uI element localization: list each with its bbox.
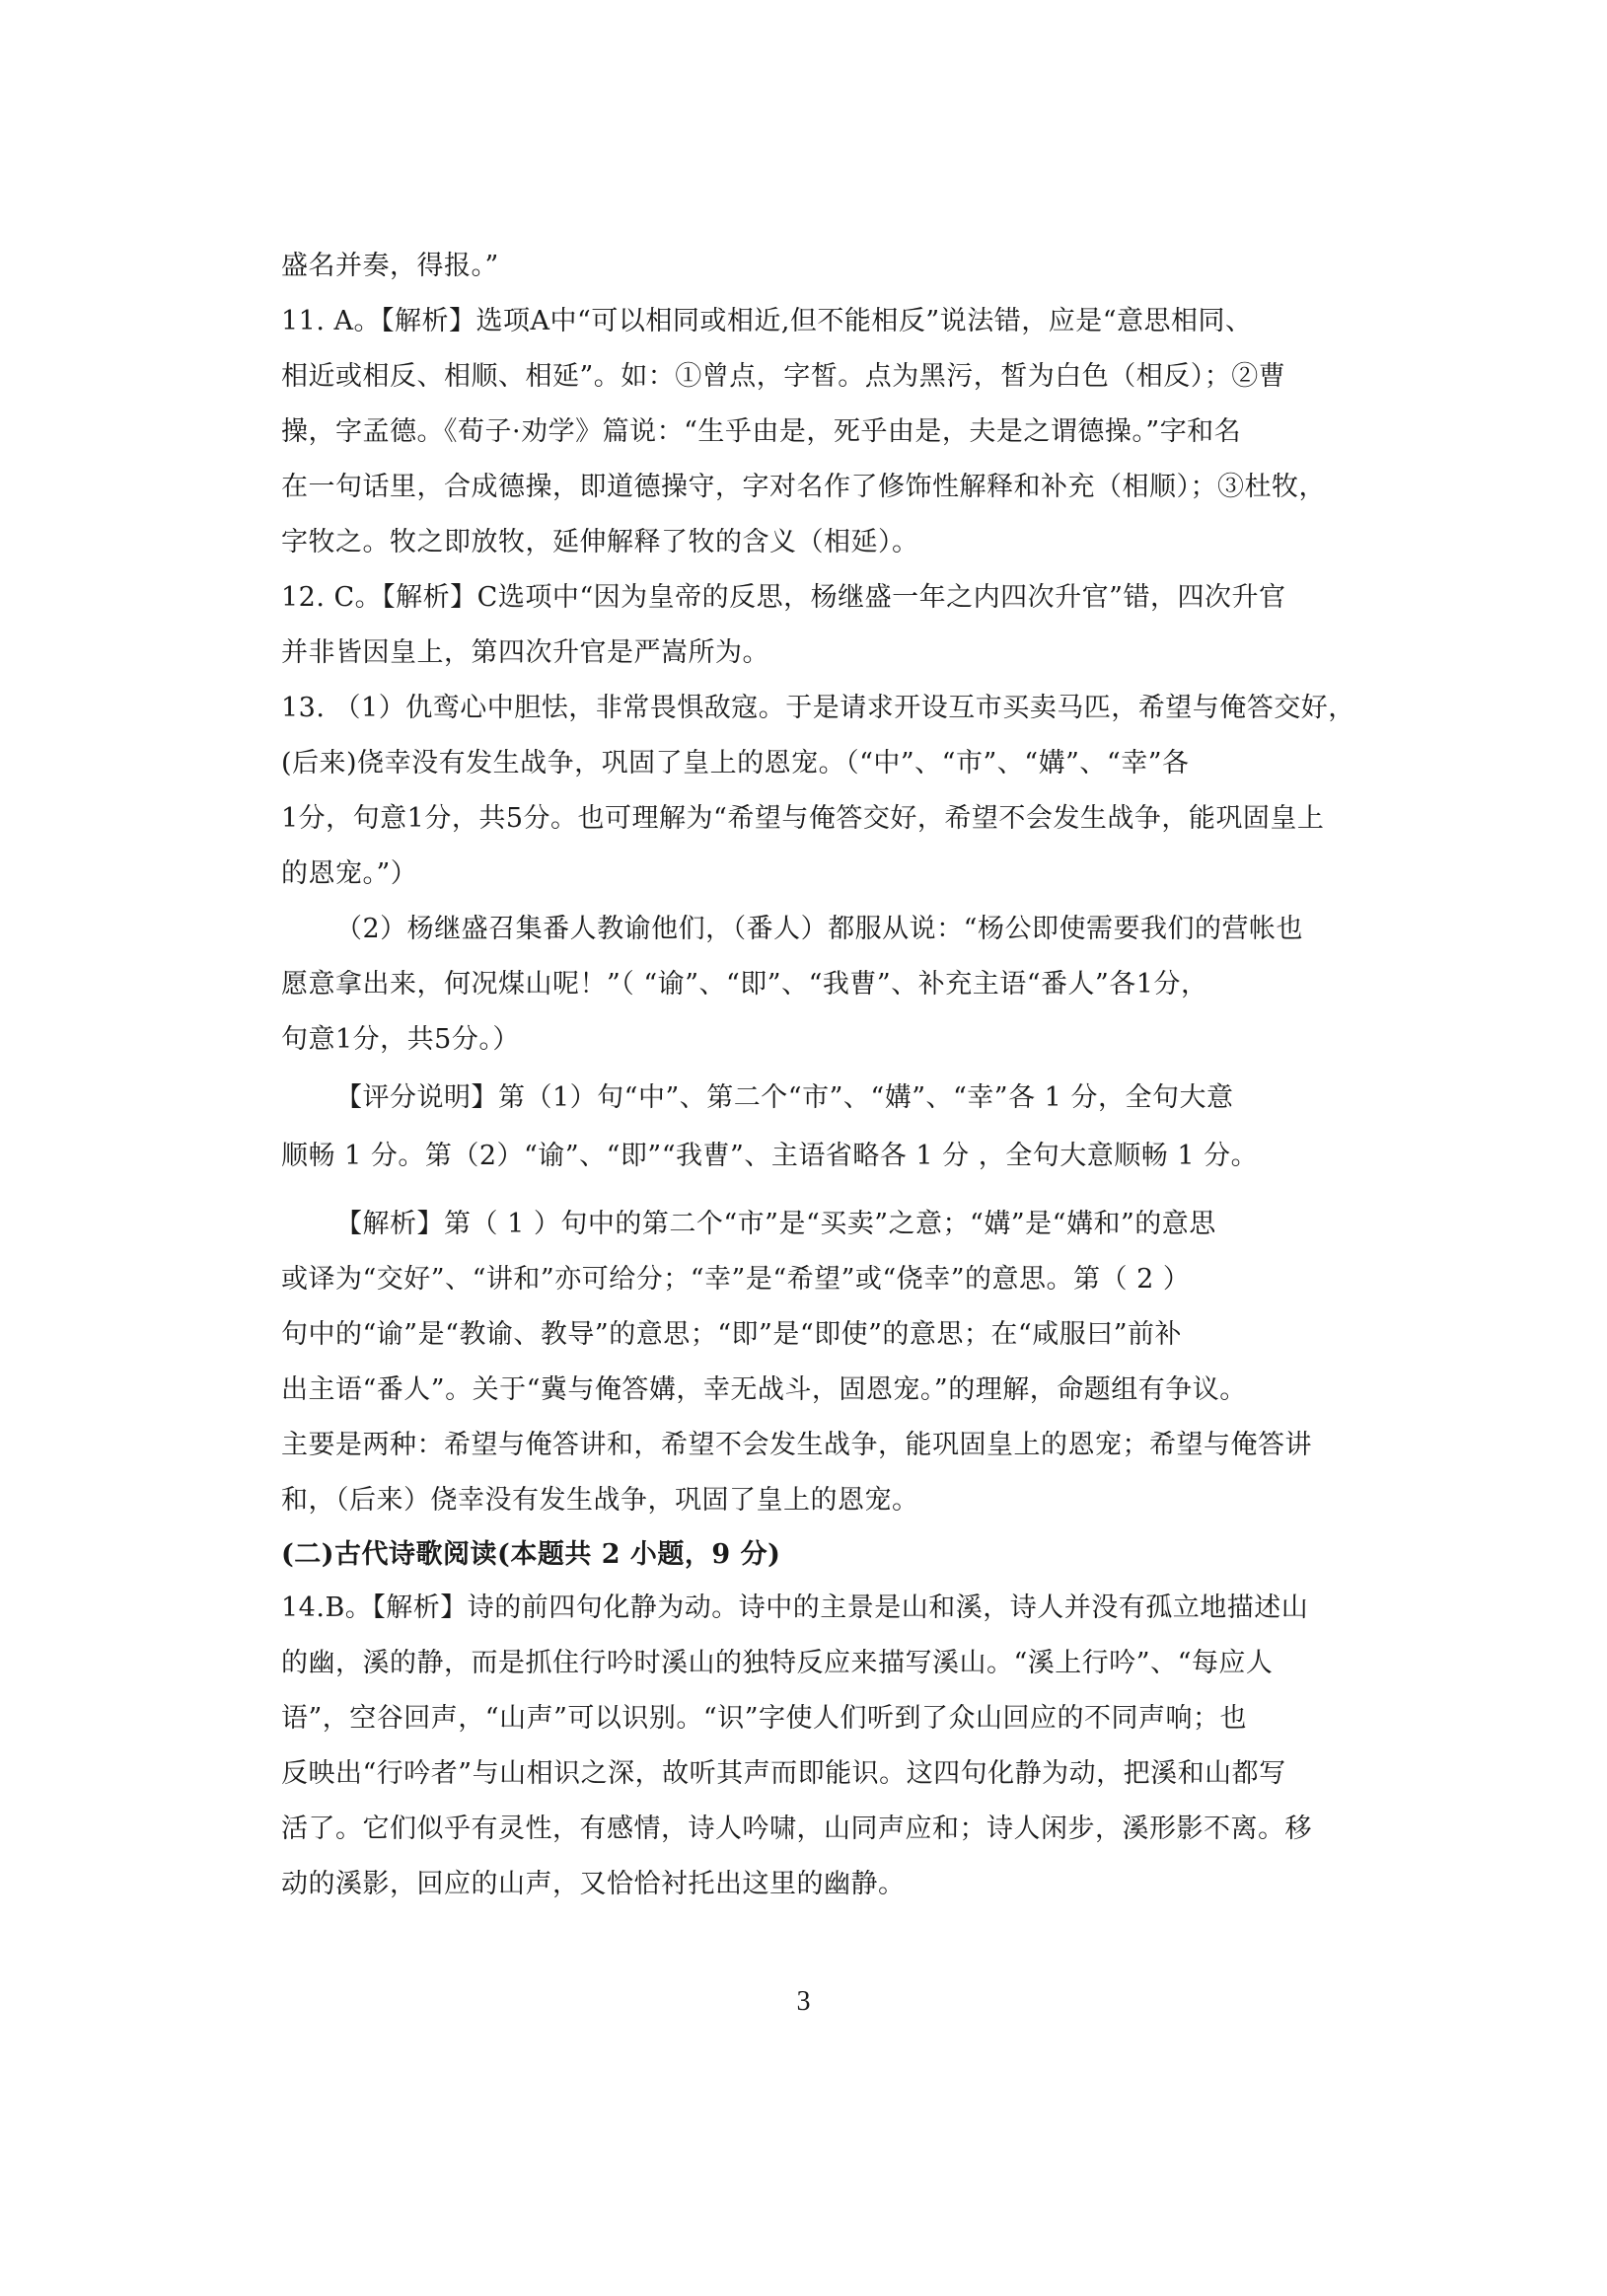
text-line: 或译为“交好”、“讲和”亦可给分；“幸”是“希望”或“侥幸”的意思。第（ 2 ） bbox=[281, 1264, 1191, 1295]
text-line: (后来)侥幸没有发生战争，巩固了皇上的恩宠。（“中”、“市”、“媾”、“幸”各 bbox=[281, 748, 1190, 778]
answer-11-line: 11. A。【解析】选项A中“可以相同或相近,但不能相反”说法错，应是“意思相同、 bbox=[281, 306, 1253, 336]
answer-12-line: 12. C。【解析】C选项中“因为皇帝的反思，杨继盛一年之内四次升官”错，四次升官 bbox=[281, 582, 1286, 613]
text-line: 语”，空谷回声，“山声”可以识别。“识”字使人们听到了众山回应的不同声响；也 bbox=[281, 1703, 1248, 1734]
answer-14-line: 14.B。【解析】诗的前四句化静为动。诗中的主景是山和溪，诗人并没有孤立地描述山 bbox=[281, 1592, 1309, 1623]
text-line: 和，（后来）侥幸没有发生战争，巩固了皇上的恩宠。 bbox=[281, 1485, 919, 1516]
answer-13-line: 13. （1）仇鸾心中胆怯，非常畏惧敌寇。于是请求开设互市买卖马匹，希望与俺答交好， bbox=[281, 693, 1355, 723]
text-line: 句中的“谕”是“教谕、教导”的意思；“即”是“即使”的意思；在“咸服曰”前补 bbox=[281, 1319, 1183, 1350]
text-line: 的恩宠。”） bbox=[281, 858, 418, 889]
text-line: 的幽，溪的静，而是抓住行吟时溪山的独特反应来描写溪山。“溪上行吟”、“每应人 bbox=[281, 1648, 1274, 1678]
text-line: （2）杨继盛召集番人教谕他们，（番人）都服从说：“杨公即使需要我们的营帐也 bbox=[335, 914, 1303, 944]
text-line: 相近或相反、相顺、相延”。如：①曾点，字皙。点为黑污，皙为白色（相反）；②曹 bbox=[281, 361, 1286, 392]
text-line: 顺畅 1 分。第（2）“谕”、“即”“我曹”、主语省略各 1 分 ，全句大意顺畅 1 分。 bbox=[281, 1141, 1259, 1171]
analysis-line: 【解析】第（ 1 ）句中的第二个“市”是“买卖”之意；“媾”是“媾和”的意思 bbox=[335, 1209, 1216, 1239]
text-line: 操，字孟德。《荀子·劝学》篇说：“生乎由是，死乎由是，夫是之谓德操。”字和名 bbox=[281, 416, 1242, 447]
text-line: 盛名并奏，得报。” bbox=[281, 251, 499, 281]
text-line: 出主语“番人”。关于“冀与俺答媾，幸无战斗，固恩宠。”的理解，命题组有争议。 bbox=[281, 1374, 1247, 1405]
text-line: 愿意拿出来，何况煤山呢！”（ “谕”、“即”、“我曹”、补充主语“番人”各1分， bbox=[281, 969, 1208, 1000]
text-line: 句意1分，共5分。） bbox=[281, 1024, 520, 1055]
text-line: 在一句话里，合成德操，即道德操守，字对名作了修饰性解释和补充（相顺）；③杜牧， bbox=[281, 472, 1326, 502]
text-line: 活了。它们似乎有灵性，有感情，诗人吟啸，山同声应和；诗人闲步，溪形影不离。移 bbox=[281, 1814, 1312, 1844]
page-number: 3 bbox=[796, 1986, 811, 2017]
text-line: 字牧之。牧之即放牧，延伸解释了牧的含义（相延）。 bbox=[281, 527, 919, 557]
scoring-note-line: 【评分说明】第（1）句“中”、第二个“市”、“媾”、“幸”各 1 分，全句大意 bbox=[335, 1082, 1234, 1113]
section-heading: (二)古代诗歌阅读(本题共 2 小题，9 分) bbox=[281, 1539, 781, 1570]
text-line: 反映出“行吟者”与山相识之深，故听其声而即能识。这四句化静为动，把溪和山都写 bbox=[281, 1758, 1286, 1789]
text-line: 动的溪影，回应的山声，又恰恰衬托出这里的幽静。 bbox=[281, 1869, 906, 1899]
text-line: 1分，句意1分，共5分。也可理解为“希望与俺答交好，希望不会发生战争，能巩固皇上 bbox=[281, 803, 1325, 834]
text-line: 主要是两种：希望与俺答讲和，希望不会发生战争，能巩固皇上的恩宠；希望与俺答讲 bbox=[281, 1430, 1312, 1460]
text-line: 并非皆因皇上，第四次升官是严嵩所为。 bbox=[281, 637, 769, 668]
